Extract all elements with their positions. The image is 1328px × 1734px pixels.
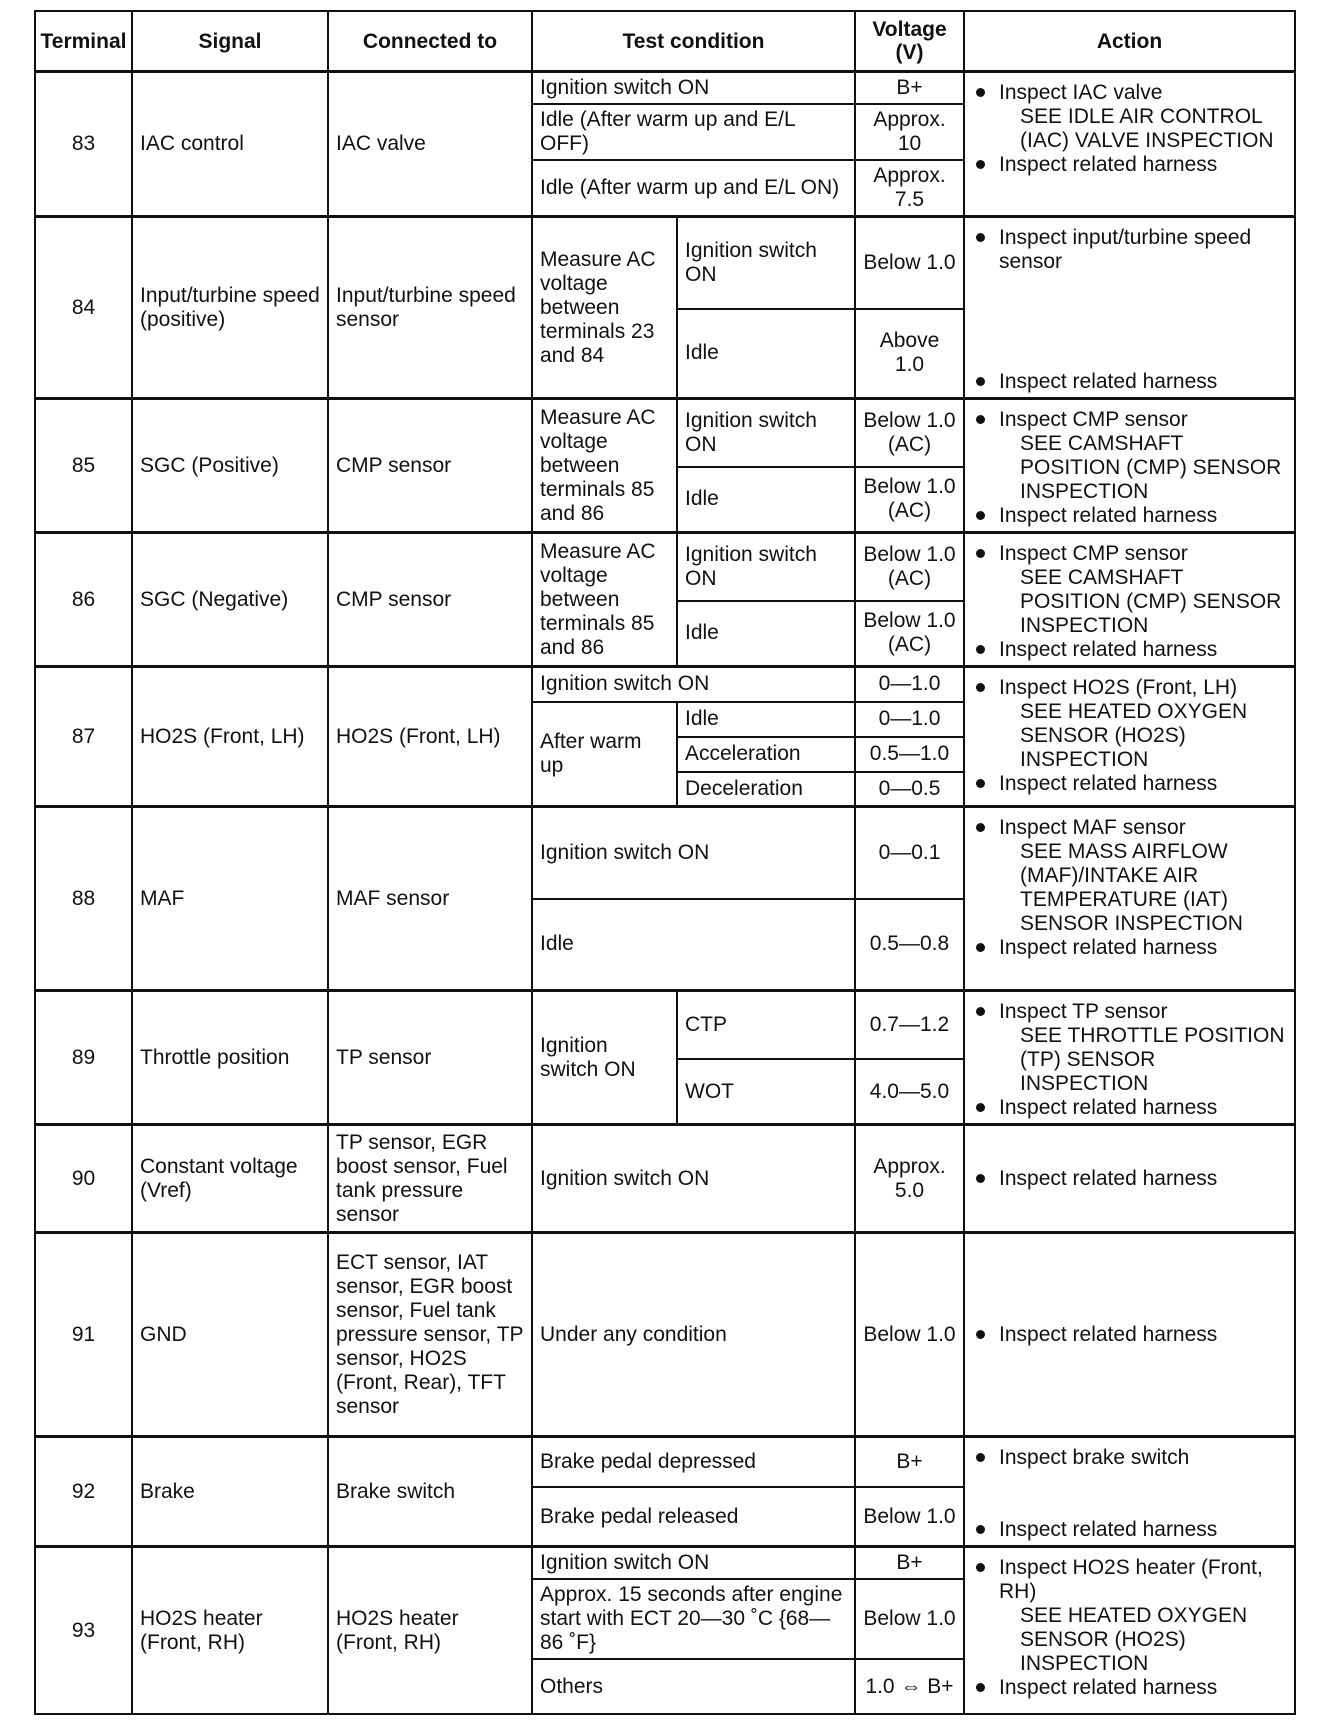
- action-item: [972, 81, 1287, 105]
- bullet-icon: [976, 645, 985, 654]
- header-terminal: Terminal: [35, 11, 132, 72]
- condition-cell: Ignition switch ON: [677, 217, 855, 309]
- action-text: Inspect related harness: [999, 1676, 1218, 1699]
- table-row: [35, 399, 1295, 467]
- condition-cell: Ignition switch ON: [677, 533, 855, 601]
- table-row: [35, 1547, 1295, 1580]
- connected-cell: ECT sensor, IAT sensor, EGR boost sensor, Fuel tank pressure sensor, TP sensor, HO2S (Front, Rear), TFT sensor: [328, 1233, 532, 1437]
- voltage-cell: Below 1.0: [855, 1233, 964, 1437]
- condition-cell: Approx. 15 seconds after engine start with ECT 20—30 ˚C {68—86 ˚F}: [532, 1579, 855, 1659]
- condition-cell: Idle: [677, 467, 855, 533]
- action-item: [972, 1096, 1287, 1120]
- row-group-89: [35, 991, 1295, 1125]
- voltage-cell: Below 1.0: [855, 217, 964, 309]
- condition-cell: Idle: [677, 309, 855, 399]
- condition-cell: WOT: [677, 1059, 855, 1124]
- row-group-85: [35, 399, 1295, 533]
- terminal-cell: 88: [35, 807, 132, 991]
- action-text: Inspect related harness: [999, 153, 1218, 176]
- signal-cell: SGC (Negative): [132, 533, 328, 667]
- action-text: Inspect related harness: [999, 1096, 1218, 1119]
- header-test-condition: Test condition: [532, 11, 855, 72]
- action-cell: [964, 1437, 1295, 1547]
- action-cell: [964, 807, 1295, 991]
- action-item: [972, 153, 1287, 177]
- row-group-90: [35, 1125, 1295, 1233]
- action-text: Inspect related harness: [999, 1166, 1218, 1190]
- voltage-cell: Below 1.0 (AC): [855, 533, 964, 601]
- voltage-cell: 0—1.0: [855, 667, 964, 702]
- bullet-icon: [976, 1007, 985, 1016]
- action-text: Inspect HO2S (Front, LH): [999, 676, 1238, 699]
- row-group-84: [35, 217, 1295, 399]
- voltage-cell: 0.5—1.0: [855, 737, 964, 772]
- table-row: [35, 72, 1295, 105]
- measure-cell: Measure AC voltage between terminals 85 and 86: [532, 399, 677, 533]
- row-group-88: [35, 807, 1295, 991]
- signal-cell: Input/turbine speed (positive): [132, 217, 328, 399]
- bullet-icon: [976, 549, 985, 558]
- table-row: [35, 1233, 1295, 1437]
- action-text: Inspect brake switch: [999, 1446, 1190, 1469]
- action-cell: [964, 991, 1295, 1125]
- row-group-93: [35, 1547, 1295, 1715]
- action-cell: [964, 399, 1295, 533]
- measure-cell: Measure AC voltage between terminals 85 and 86: [532, 533, 677, 667]
- bullet-icon: [976, 377, 985, 386]
- warm-up-cell: After warm up: [532, 702, 677, 807]
- action-item: [972, 1446, 1287, 1470]
- header-voltage: Voltage (V): [855, 11, 964, 72]
- action-item: [972, 504, 1287, 528]
- measure-cell: Measure AC voltage between terminals 23 and 84: [532, 217, 677, 399]
- pcm-terminal-voltage-table: [34, 10, 1296, 1715]
- bullet-icon: [976, 415, 985, 424]
- connected-cell: Brake switch: [328, 1437, 532, 1547]
- signal-cell: IAC control: [132, 72, 328, 217]
- action-text: Inspect related harness: [999, 1518, 1218, 1541]
- action-item: [972, 1518, 1287, 1542]
- connected-cell: TP sensor: [328, 991, 532, 1125]
- header-row: [35, 11, 1295, 72]
- voltage-cell: Below 1.0 (AC): [855, 601, 964, 667]
- voltage-cell: Below 1.0 (AC): [855, 399, 964, 467]
- ignition-cell: Ignition switch ON: [532, 991, 677, 1125]
- terminal-cell: 90: [35, 1125, 132, 1233]
- table-row: [35, 217, 1295, 309]
- action-text: Inspect CMP sensor: [999, 542, 1188, 565]
- row-group-87: [35, 667, 1295, 807]
- connected-cell: IAC valve: [328, 72, 532, 217]
- condition-cell: Idle: [532, 899, 855, 991]
- reference-text: SEE IDLE AIR CONTROL (IAC) VALVE INSPECTION: [1020, 105, 1274, 152]
- connected-cell: CMP sensor: [328, 533, 532, 667]
- action-item: [972, 542, 1287, 566]
- action-item: [972, 816, 1287, 840]
- action-item: [972, 1167, 1287, 1191]
- terminal-cell: 92: [35, 1437, 132, 1547]
- action-cell: [964, 1125, 1295, 1233]
- voltage-cell: Below 1.0: [855, 1579, 964, 1659]
- row-group-83: [35, 72, 1295, 217]
- voltage-cell: Approx. 5.0: [855, 1125, 964, 1233]
- action-item: [972, 638, 1287, 662]
- reference-text: SEE HEATED OXYGEN SENSOR (HO2S) INSPECTION: [1020, 1604, 1248, 1675]
- voltage-cell: B+: [855, 1437, 964, 1488]
- action-text: Inspect related harness: [999, 1322, 1218, 1346]
- bullet-icon: [976, 88, 985, 97]
- header-connected-to: Connected to: [328, 11, 532, 72]
- action-text: Inspect MAF sensor: [999, 816, 1186, 839]
- bullet-icon: [976, 160, 985, 169]
- action-item: [972, 772, 1287, 796]
- signal-cell: Constant voltage (Vref): [132, 1125, 328, 1233]
- bullet-icon: [976, 511, 985, 520]
- bullet-icon: [976, 1683, 985, 1692]
- bullet-icon: [976, 1563, 985, 1572]
- bullet-icon: [976, 233, 985, 242]
- table-row: [35, 1437, 1295, 1488]
- condition-cell: Ignition switch ON: [532, 1125, 855, 1233]
- reference-text: SEE CAMSHAFT POSITION (CMP) SENSOR INSPECTION: [1020, 566, 1282, 637]
- action-text: Inspect related harness: [999, 370, 1218, 393]
- connected-cell: MAF sensor: [328, 807, 532, 991]
- table-row: [35, 807, 1295, 899]
- condition-cell: Under any condition: [532, 1233, 855, 1437]
- bullet-icon: [976, 1453, 985, 1462]
- terminal-cell: 86: [35, 533, 132, 667]
- condition-cell: Brake pedal released: [532, 1487, 855, 1546]
- voltage-cell: 0.7—1.2: [855, 991, 964, 1060]
- voltage-cell: 0—1.0: [855, 702, 964, 737]
- condition-cell: Idle (After warm up and E/L OFF): [532, 104, 855, 160]
- action-cell: [964, 217, 1295, 399]
- condition-cell: Ignition switch ON: [532, 807, 855, 899]
- connected-cell: Input/turbine speed sensor: [328, 217, 532, 399]
- voltage-cell: 0.5—0.8: [855, 899, 964, 991]
- terminal-cell: 89: [35, 991, 132, 1125]
- signal-cell: HO2S heater (Front, RH): [132, 1547, 328, 1715]
- action-cell: [964, 72, 1295, 217]
- action-item: [972, 226, 1287, 274]
- signal-cell: SGC (Positive): [132, 399, 328, 533]
- action-item: [972, 370, 1287, 394]
- signal-cell: Brake: [132, 1437, 328, 1547]
- terminal-cell: 83: [35, 72, 132, 217]
- condition-cell: Idle (After warm up and E/L ON): [532, 160, 855, 217]
- voltage-cell: Below 1.0 (AC): [855, 467, 964, 533]
- terminal-cell: 87: [35, 667, 132, 807]
- table-row: [35, 667, 1295, 702]
- action-cell: [964, 1547, 1295, 1715]
- connected-cell: HO2S heater (Front, RH): [328, 1547, 532, 1715]
- voltage-cell: 0—0.1: [855, 807, 964, 899]
- voltage-cell: Below 1.0: [855, 1487, 964, 1546]
- table-row: [35, 533, 1295, 601]
- connected-cell: TP sensor, EGR boost sensor, Fuel tank pressure sensor: [328, 1125, 532, 1233]
- condition-cell: Idle: [677, 601, 855, 667]
- terminal-cell: 93: [35, 1547, 132, 1715]
- action-cell: [964, 533, 1295, 667]
- action-item: [972, 1000, 1287, 1024]
- voltage-cell: 4.0—5.0: [855, 1059, 964, 1124]
- action-cell: [964, 1233, 1295, 1437]
- terminal-cell: 91: [35, 1233, 132, 1437]
- signal-cell: Throttle position: [132, 991, 328, 1125]
- action-text: Inspect related harness: [999, 936, 1218, 959]
- action-text: Inspect related harness: [999, 638, 1218, 661]
- reference-text: SEE CAMSHAFT POSITION (CMP) SENSOR INSPECTION: [1020, 432, 1282, 503]
- terminal-cell: 85: [35, 399, 132, 533]
- action-item: [972, 676, 1287, 700]
- voltage-cell: Approx. 10: [855, 104, 964, 160]
- row-group-92: [35, 1437, 1295, 1547]
- condition-cell: Ignition switch ON: [532, 1547, 855, 1580]
- condition-cell: Ignition switch ON: [532, 72, 855, 105]
- action-text: Inspect CMP sensor: [999, 408, 1188, 431]
- action-item: [972, 408, 1287, 432]
- action-text: Inspect HO2S heater (Front, RH): [999, 1556, 1263, 1603]
- terminal-voltage-page: [34, 10, 1294, 1715]
- condition-cell: Ignition switch ON: [677, 399, 855, 467]
- condition-cell: CTP: [677, 991, 855, 1060]
- bullet-icon: [976, 1174, 985, 1183]
- bullet-icon: [976, 779, 985, 788]
- condition-cell: Others: [532, 1659, 855, 1714]
- signal-cell: HO2S (Front, LH): [132, 667, 328, 807]
- voltage-cell: B+: [855, 72, 964, 105]
- bullet-icon: [976, 1103, 985, 1112]
- action-cell: [964, 667, 1295, 807]
- connected-cell: HO2S (Front, LH): [328, 667, 532, 807]
- bullet-icon: [976, 683, 985, 692]
- condition-cell: Acceleration: [677, 737, 855, 772]
- action-item: [972, 936, 1287, 960]
- action-text: Inspect related harness: [999, 504, 1218, 527]
- condition-cell: Ignition switch ON: [532, 667, 855, 702]
- terminal-cell: 84: [35, 217, 132, 399]
- connected-cell: CMP sensor: [328, 399, 532, 533]
- header-action: Action: [964, 11, 1295, 72]
- action-text: Inspect IAC valve: [999, 81, 1163, 104]
- bullet-icon: [976, 1330, 985, 1339]
- signal-cell: GND: [132, 1233, 328, 1437]
- reference-text: SEE HEATED OXYGEN SENSOR (HO2S) INSPECTION: [1020, 700, 1248, 771]
- action-item: [972, 1323, 1287, 1347]
- action-text: Inspect TP sensor: [999, 1000, 1168, 1023]
- bullet-icon: [976, 943, 985, 952]
- voltage-cell: 0—0.5: [855, 772, 964, 807]
- action-text: Inspect related harness: [999, 772, 1218, 795]
- condition-cell: Brake pedal depressed: [532, 1437, 855, 1488]
- reference-text: SEE MASS AIRFLOW (MAF)/INTAKE AIR TEMPERATURE (IAT) SENSOR INSPECTION: [1020, 840, 1243, 935]
- condition-cell: Idle: [677, 702, 855, 737]
- action-text: Inspect input/turbine speed sensor: [999, 226, 1252, 273]
- voltage-cell: Above 1.0: [855, 309, 964, 399]
- condition-cell: Deceleration: [677, 772, 855, 807]
- signal-cell: MAF: [132, 807, 328, 991]
- voltage-cell: Approx. 7.5: [855, 160, 964, 217]
- voltage-cell: 1.0 ⇔ B+: [855, 1659, 964, 1714]
- row-group-91: [35, 1233, 1295, 1437]
- row-group-86: [35, 533, 1295, 667]
- table-row: [35, 991, 1295, 1060]
- header-signal: Signal: [132, 11, 328, 72]
- reference-text: SEE THROTTLE POSITION (TP) SENSOR INSPECTION: [1020, 1024, 1285, 1095]
- action-item: [972, 1676, 1287, 1700]
- action-item: [972, 1556, 1287, 1604]
- bullet-icon: [976, 823, 985, 832]
- bullet-icon: [976, 1525, 985, 1534]
- table-row: [35, 1125, 1295, 1233]
- voltage-cell: B+: [855, 1547, 964, 1580]
